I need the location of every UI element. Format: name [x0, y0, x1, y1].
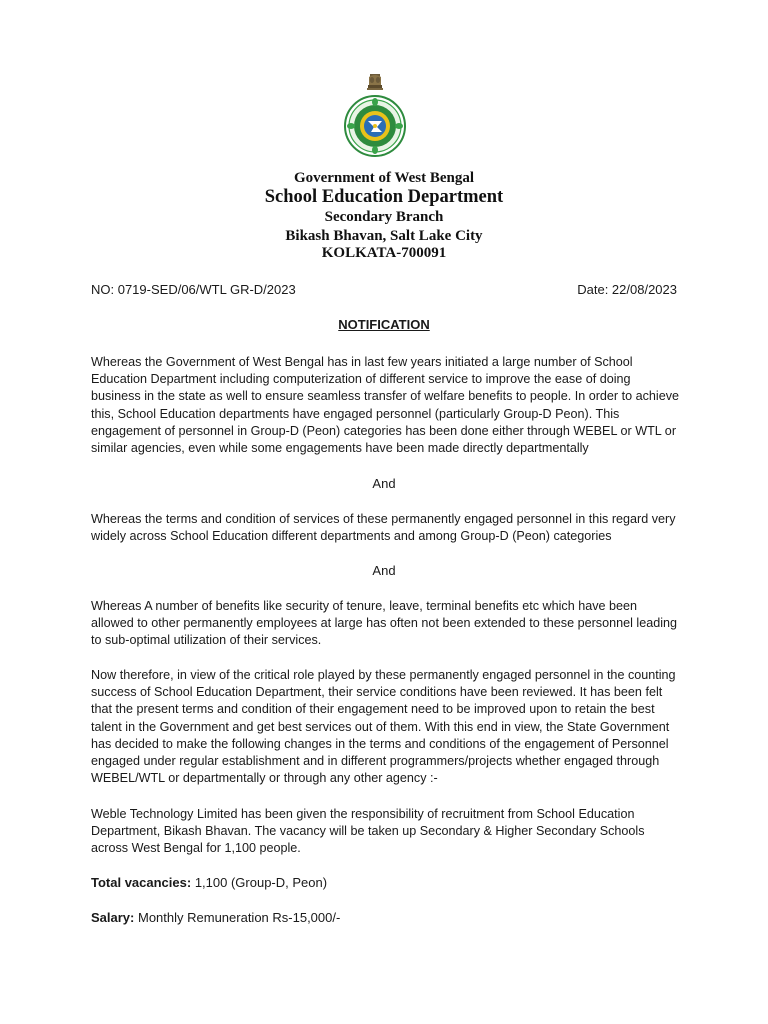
reference-date: Date: 22/08/2023 — [577, 282, 677, 297]
salary-value: Monthly Remuneration Rs-15,000/- — [134, 910, 341, 925]
paragraph-1: Whereas the Government of West Bengal has in last few years initiated a large number of School Education Department including computerization of different service to improve the ease of doing business in the state as well to ensure seamless transfer of welfare benefits to people. In order to achieve this, School Education departments have engaged personnel (particularly Group-D Peon). This engagement of personnel in Group-D (Peon) categories has been done either through WEBEL or WTL or similar agencies, even while some engagements have been made directly departmentally — [91, 355, 680, 456]
government-heading: Government of West Bengal — [293, 170, 475, 186]
conjunction-and-2: And — [372, 563, 396, 578]
city-heading: KOLKATA-700091 — [321, 245, 447, 261]
department-heading: School Education Department — [264, 187, 504, 207]
conjunction-and-1: And — [372, 476, 396, 491]
reference-line — [91, 282, 677, 297]
west-bengal-emblem-icon — [343, 72, 407, 162]
paragraph-3: Whereas A number of benefits like security of tenure, leave, terminal benefits etc which have been allowed to other permanently employees at large has often not been extended to these personnel leading to sub-optimal utilization of their services. — [91, 599, 678, 648]
branch-heading: Secondary Branch — [324, 209, 444, 225]
reference-number: NO: 0719-SED/06/WTL GR-D/2023 — [91, 282, 296, 297]
total-vacancies-value: 1,100 (Group-D, Peon) — [191, 875, 328, 890]
address-heading: Bikash Bhavan, Salt Lake City — [285, 228, 483, 244]
salary-label: Salary: — [91, 910, 135, 925]
paragraph-2: Whereas the terms and condition of services of these permanently engaged personnel in this regard very widely across School Education different departments and among Group-D (Peon) categories — [91, 512, 676, 544]
paragraph-4: Now therefore, in view of the critical role played by these permanently engaged personnel in the counting success of School Education Department, their service conditions have been reviewed. It has been felt that the present terms and condition of their engagement need to be improved upon to retain the best talent in the Government and get best services out of them. With this end in view, the State Government has decided to make the following changes in the terms and conditions of the engagement of Personnel engaged under regular establishment and in different programmers/projects whether engaged through WEBEL/WTL or departmentally or through any other agency :- — [91, 668, 676, 786]
notification-title: NOTIFICATION — [338, 317, 430, 332]
total-vacancies-field — [91, 875, 681, 890]
total-vacancies-label: Total vacancies: — [91, 875, 192, 890]
salary-field — [91, 910, 681, 925]
paragraph-5: Weble Technology Limited has been given the responsibility of recruitment from School Education Department, Bikash Bhavan. The vacancy will be taken up Secondary & Higher Secondary Schools across West Bengal for 1,100 people. — [91, 807, 645, 856]
